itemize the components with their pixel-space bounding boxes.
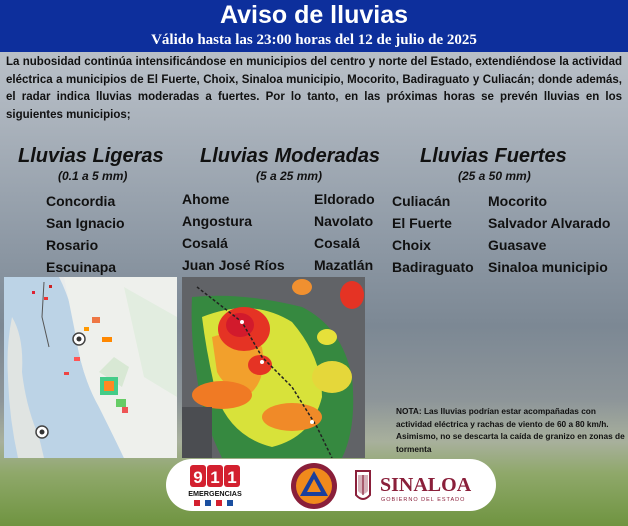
sinaloa-tagline: GOBIERNO DEL ESTADO [381,497,466,503]
fuertes-municipio: Guasave [488,237,547,253]
ligeras-municipio: Rosario [46,237,99,253]
ligeras-municipio: Concordia [46,193,116,209]
fuertes-range: (25 a 50 mm) [458,169,531,183]
ligeras-title: Lluvias Ligeras [18,145,164,167]
ligeras-municipio: Escuinapa [46,259,117,275]
fuertes-municipio: Sinaloa municipio [488,259,608,275]
weather-note: NOTA: Las lluvias podrían estar acompañadas con actividad eléctrica y rachas de viento de 60 a 80 km/h. Asimismo, no se descarta la caída de granizo en zonas de tormenta [396,406,625,454]
moderadas-municipio: Cosalá [182,235,228,251]
satellite-map-image [4,277,177,458]
sinaloa-wordmark: SINALOA [380,474,472,496]
svg-text:1: 1 [210,468,220,487]
description-paragraph: La nubosidad continúa intensificándose en municipios del centro y norte del Estado, extendiéndose la actividad eléctrica a municipios de El Fuerte, Choix, Sinaloa municipio, Mocorito, Badiraguato y Culiacán; donde además, el radar indica lluvias moderadas a fuertes. Por lo tanto, en las próximas horas se prevén lluvias en los siguientes municipios; [6,56,622,121]
gobierno-sinaloa-logo [348,465,488,507]
moderadas-municipio: Navolato [314,213,374,229]
svg-text:1: 1 [227,468,237,487]
fuertes-municipio: El Fuerte [392,215,452,231]
validity-subtitle: Válido hasta las 23:00 horas del 12 de julio de 2025 [151,32,477,48]
moderadas-municipio: Mazatlán [314,257,374,273]
radar-map-image [182,277,365,458]
fuertes-municipio: Culiacán [392,193,451,209]
ligeras-municipio: San Ignacio [46,215,125,231]
emergencias-911-logo [188,463,242,509]
moderadas-title: Lluvias Moderadas [200,145,381,167]
fuertes-title: Lluvias Fuertes [420,145,567,167]
svg-text:EMERGENCIAS: EMERGENCIAS [188,489,242,498]
ligeras-range: (0.1 a 5 mm) [58,169,128,183]
moderadas-municipio: Angostura [182,213,252,229]
fuertes-municipio: Choix [392,237,431,253]
moderadas-municipio: Ahome [182,191,230,207]
fuertes-municipio: Mocorito [488,193,548,209]
svg-text:9: 9 [193,468,203,487]
moderadas-municipio: Cosalá [314,235,360,251]
fuertes-municipio: Salvador Alvarado [488,215,611,231]
proteccion-civil-logo [290,462,338,510]
moderadas-range: (5 a 25 mm) [256,169,323,183]
fuertes-municipio: Badiraguato [392,259,474,275]
moderadas-municipio: Juan José Ríos [182,257,285,273]
page-title: Aviso de lluvias [219,1,409,29]
moderadas-municipio: Eldorado [314,191,375,207]
